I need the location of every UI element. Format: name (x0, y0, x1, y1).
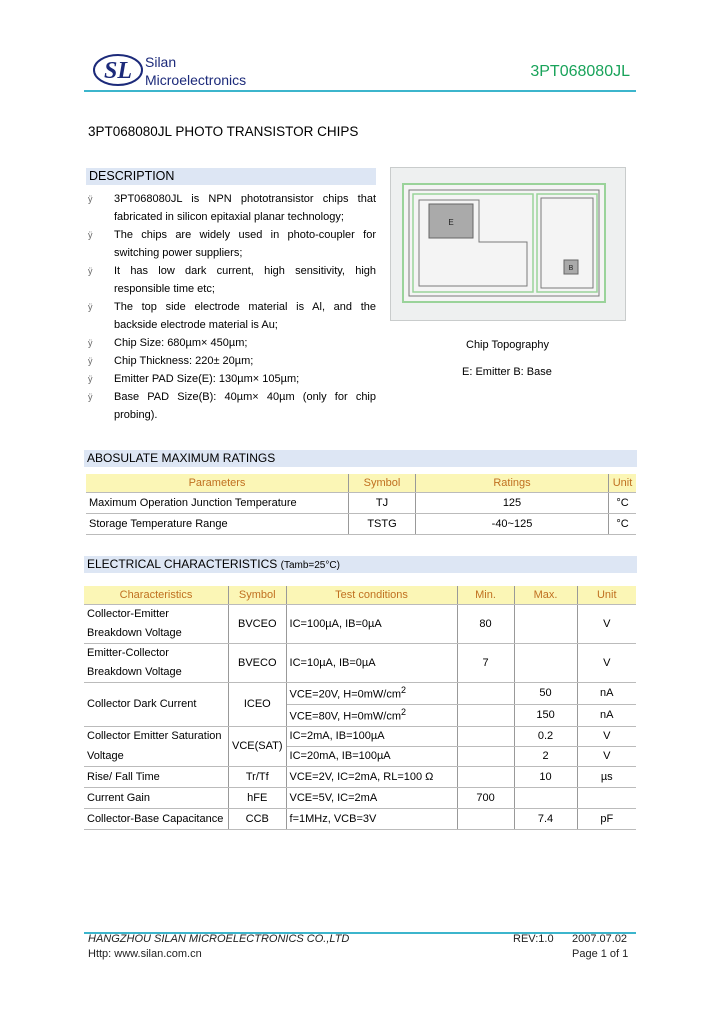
electrical-heading-condition: (Tamb=25°C) (280, 560, 340, 571)
topology-legend: E: Emitter B: Base (462, 366, 552, 378)
cell-unit (577, 787, 636, 808)
chip-topography-figure (390, 167, 626, 321)
electrical-table (84, 586, 636, 830)
company-name-line1: Silan (145, 54, 177, 70)
cell-unit: nA (577, 704, 636, 726)
col-symbol: Symbol (349, 474, 416, 492)
cell-min (457, 682, 514, 704)
cell-parameter: Storage Temperature Range (86, 513, 349, 534)
cell-min: 80 (457, 604, 514, 643)
col-min: Min. (457, 586, 514, 604)
description-heading: DESCRIPTION (86, 168, 376, 185)
footer-revision: REV:1.0 (513, 933, 554, 945)
cell-condition: VCE=2V, IC=2mA, RL=100 Ω (286, 766, 457, 787)
footer-date: 2007.07.02 (572, 933, 628, 945)
cell-parameter: Maximum Operation Junction Temperature (86, 492, 349, 513)
cell-condition: IC=10µA, IB=0µA (286, 643, 457, 682)
cell-condition: VCE=5V, IC=2mA (286, 787, 457, 808)
cell-unit: °C (609, 492, 637, 513)
description-list (88, 190, 376, 424)
cell-symbol: ICEO (229, 682, 287, 726)
cell-rating: 125 (416, 492, 609, 513)
cell-symbol: BVCEO (229, 604, 287, 643)
abs-max-table (86, 474, 636, 535)
cell-min (457, 808, 514, 829)
description-item: ÿ The chips are widely used in photo-coupler for switching power suppliers; (88, 226, 376, 262)
cell-unit: pF (577, 808, 636, 829)
bullet-icon: ÿ (88, 266, 93, 276)
table-header-row (86, 474, 636, 492)
electrical-heading-text: ELECTRICAL CHARACTERISTICS (87, 557, 278, 571)
cell-characteristic: Emitter-Collector Breakdown Voltage (84, 643, 229, 682)
cell-characteristic: Collector Dark Current (84, 682, 229, 726)
col-symbol: Symbol (229, 586, 287, 604)
cell-symbol: BVECO (229, 643, 287, 682)
col-test-conditions: Test conditions (286, 586, 457, 604)
table-row (84, 682, 636, 704)
col-characteristics: Characteristics (84, 586, 229, 604)
silan-logo (92, 50, 144, 90)
footer-page-number: Page 1 of 1 (572, 948, 629, 960)
col-max: Max. (514, 586, 577, 604)
col-parameters: Parameters (86, 474, 349, 492)
cell-condition: IC=100µA, IB=0µA (286, 604, 457, 643)
cell-condition: IC=2mA, IB=100µA (286, 726, 457, 746)
cell-condition: VCE=80V, $H=0mW/cm^2$ (286, 704, 457, 726)
cell-min (457, 766, 514, 787)
cell-characteristic: Voltage (84, 746, 229, 766)
cell-max: 50 (514, 682, 577, 704)
cell-unit: V (577, 643, 636, 682)
footer-company: HANGZHOU SILAN MICROELECTRONICS CO.,LTD (88, 933, 350, 945)
base-pad-label: B (568, 265, 574, 272)
col-unit: Unit (577, 586, 636, 604)
header-part-number: 3PT068080JL (530, 63, 630, 80)
cell-characteristic: Rise/ Fall Time (84, 766, 229, 787)
document-title: 3PT068080JL PHOTO TRANSISTOR CHIPS (88, 124, 359, 139)
cell-characteristic: Collector-Emitter Breakdown Voltage (84, 604, 229, 643)
topology-caption: Chip Topography (466, 339, 549, 351)
cell-max (514, 604, 577, 643)
cell-max: 0.2 (514, 726, 577, 746)
table-row (84, 746, 636, 766)
bullet-icon: ÿ (88, 374, 93, 384)
cell-symbol: Tr/Tf (229, 766, 287, 787)
cell-min: 7 (457, 643, 514, 682)
cell-condition: f=1MHz, VCB=3V (286, 808, 457, 829)
company-name-line2: Microelectronics (145, 72, 247, 88)
description-item: ÿ Chip Size: 680µm× 450µm; (88, 334, 376, 352)
cell-min (457, 704, 514, 726)
cell-min (457, 746, 514, 766)
cell-symbol: CCB (229, 808, 287, 829)
cell-unit: V (577, 604, 636, 643)
cell-symbol: TSTG (349, 513, 416, 534)
footer-website-link[interactable]: Http: www.silan.com.cn (88, 948, 202, 960)
table-row (84, 604, 636, 643)
cell-condition: VCE=20V, $H=0mW/cm^2$ (286, 682, 457, 704)
cell-max (514, 787, 577, 808)
cell-min: 700 (457, 787, 514, 808)
description-item: ÿ Emitter PAD Size(E): 130µm× 105µm; (88, 370, 376, 388)
header-divider (84, 90, 636, 92)
table-header-row (84, 586, 636, 604)
cell-unit: °C (609, 513, 637, 534)
cell-symbol: VCE(SAT) (229, 726, 287, 766)
cell-characteristic: Current Gain (84, 787, 229, 808)
table-row (84, 726, 636, 746)
bullet-icon: ÿ (88, 338, 93, 348)
table-row (86, 513, 636, 534)
description-item: ÿ Base PAD Size(B): 40µm× 40µm (only for chip probing). (88, 388, 376, 424)
description-item: ÿ It has low dark current, high sensitivity, high responsible time etc; (88, 262, 376, 298)
cell-unit: V (577, 726, 636, 746)
cell-symbol: TJ (349, 492, 416, 513)
cell-characteristic: Collector Emitter Saturation (84, 726, 229, 746)
cell-min (457, 726, 514, 746)
cell-unit: V (577, 746, 636, 766)
cell-unit: µs (577, 766, 636, 787)
cell-unit: nA (577, 682, 636, 704)
description-item: ÿ The top side electrode material is Al, and the backside electrode material is Au; (88, 298, 376, 334)
abs-max-heading: ABOSULATE MAXIMUM RATINGS (84, 450, 637, 467)
cell-rating: -40~125 (416, 513, 609, 534)
cell-max: 7.4 (514, 808, 577, 829)
table-row (86, 492, 636, 513)
cell-characteristic: Collector-Base Capacitance (84, 808, 229, 829)
description-item: ÿ 3PT068080JL is NPN phototransistor chips that fabricated in silicon epitaxial planar technology; (88, 190, 376, 226)
bullet-icon: ÿ (88, 302, 93, 312)
chip-topography-drawing (391, 168, 625, 320)
table-row (84, 643, 636, 682)
table-row (84, 766, 636, 787)
cell-max (514, 643, 577, 682)
table-row (84, 808, 636, 829)
cell-condition: IC=20mA, IB=100µA (286, 746, 457, 766)
electrical-heading (84, 556, 637, 573)
cell-max: 2 (514, 746, 577, 766)
description-item: ÿ Chip Thickness: 220± 20µm; (88, 352, 376, 370)
cell-symbol: hFE (229, 787, 287, 808)
logo-text: SL (104, 58, 133, 84)
table-row (84, 787, 636, 808)
col-unit: Unit (609, 474, 637, 492)
col-ratings: Ratings (416, 474, 609, 492)
cell-max: 10 (514, 766, 577, 787)
bullet-icon: ÿ (88, 230, 93, 240)
emitter-pad-label: E (448, 218, 454, 227)
bullet-icon: ÿ (88, 194, 93, 204)
cell-max: 150 (514, 704, 577, 726)
bullet-icon: ÿ (88, 356, 93, 366)
bullet-icon: ÿ (88, 392, 93, 402)
